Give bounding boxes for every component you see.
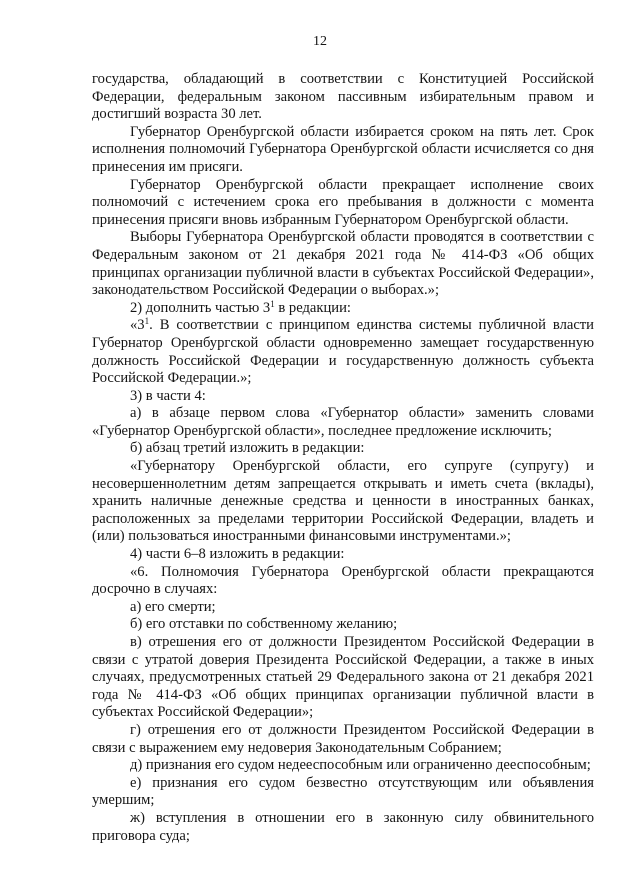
paragraph-6-superscript: 1 <box>144 316 150 327</box>
page-number: 12 <box>313 34 327 49</box>
paragraph-13: а) его смерти; <box>130 598 216 615</box>
paragraph-5-text: 2) дополнить частью 3 <box>130 299 271 316</box>
paragraph-4: Выборы Губернатора Оренбургской области проводятся в соответствии с Федеральным законом от 21 декабря 2021 года № 414-ФЗ «Об общих принципах организации публичной власти в субъектах Российской Федерации», законодательством Российской Федерации о выборах.»; <box>92 229 594 299</box>
document-body <box>92 71 594 845</box>
paragraph-6-text-end: . В соответствии с принципом единства системы публичной власти Губернатор Оренбургской области одновременно замещает государственную должность Российской Федерации и государственную должность субъекта Российской Федерации.»; <box>92 317 594 387</box>
paragraph-1: государства, обладающий в соответствии с Конституцией Российской Федерации, федеральным законом пассивным избирательным правом и достигший возраста 30 лет. <box>92 71 594 123</box>
paragraph-6-text: «3 <box>130 317 145 334</box>
paragraph-9: б) абзац третий изложить в редакции: <box>130 440 365 457</box>
paragraph-6 <box>92 317 594 387</box>
paragraph-11: 4) части 6–8 изложить в редакции: <box>130 546 345 563</box>
paragraph-17: д) признания его судом недееспособным или ограниченно дееспособным; <box>130 757 591 774</box>
paragraph-18: е) признания его судом безвестно отсутствующим или объявления умершим; <box>92 774 594 809</box>
paragraph-7: 3) в части 4: <box>130 387 206 404</box>
paragraph-2: Губернатор Оренбургской области избирается сроком на пять лет. Срок исполнения полномочий Губернатора Оренбургской области исчисляется со дня принесения им присяги. <box>92 123 594 175</box>
paragraph-14: б) его отставки по собственному желанию; <box>130 616 398 633</box>
paragraph-16: г) отрешения его от должности Президентом Российской Федерации в связи с выражением ему недоверия Законодательным Собранием; <box>92 721 594 756</box>
paragraph-10: «Губернатору Оренбургской области, его супруге (супругу) и несовершеннолетним детям запрещается открывать и иметь счета (вклады), хранить наличные денежные средства и ценности в иностранных банках, расположенных за пределами территории Российской Федерации, владеть и (или) пользоваться иностранными финансовыми инструментами.»; <box>92 458 594 545</box>
paragraph-3: Губернатор Оренбургской области прекращает исполнение своих полномочий с истечением срока его пребывания в должности с момента принесения присяги вновь избранным Губернатором Оренбургской области. <box>92 176 594 228</box>
paragraph-8: а) в абзаце первом слова «Губернатор области» заменить словами «Губернатор Оренбургской области», последнее предложение исключить; <box>92 405 594 439</box>
paragraph-5 <box>92 300 594 318</box>
paragraph-15: в) отрешения его от должности Президентом Российской Федерации в связи с утратой доверия Президента Российской Федерации, а также в иных случаях, предусмотренных статьей 29 Федерального закона от 21 декабря 2021 года № 414-ФЗ «Об общих принципах организации публичной власти в субъектах Российской Федерации»; <box>92 634 594 721</box>
paragraph-19: ж) вступления в отношении его в законную силу обвинительного приговора суда; <box>92 809 594 844</box>
paragraph-5-text-end: в редакции: <box>274 299 351 316</box>
paragraph-5-superscript: 1 <box>270 298 275 309</box>
paragraph-12: «6. Полномочия Губернатора Оренбургской области прекращаются досрочно в случаях: <box>92 563 594 598</box>
